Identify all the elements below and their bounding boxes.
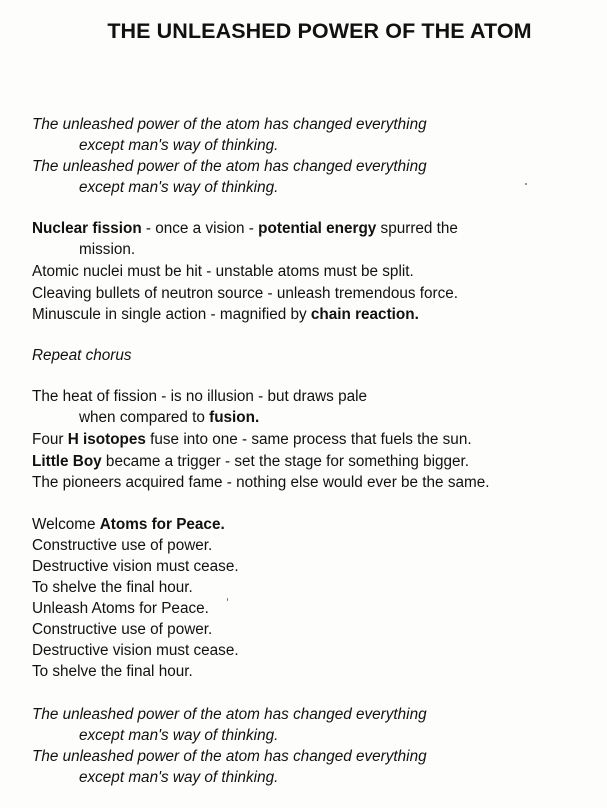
- bold-term: chain reaction.: [310, 306, 419, 323]
- verse-line: when compared to fusion.: [79, 409, 260, 426]
- bridge-line: Destructive vision must cease.: [32, 642, 239, 659]
- verse-line: Four H isotopes fuse into one - same process that fuels the sun.: [32, 431, 472, 448]
- bridge-line: Constructive use of power.: [32, 621, 213, 638]
- bold-term: Atoms for Peace.: [99, 516, 225, 533]
- page-title: THE UNLEASHED POWER OF THE ATOM: [107, 19, 532, 43]
- chorus-line: The unleashed power of the atom has changed everything: [32, 706, 427, 723]
- chorus-line: The unleashed power of the atom has changed everything: [32, 158, 427, 175]
- chorus-line: The unleashed power of the atom has changed everything: [32, 116, 427, 133]
- verse-line: mission.: [79, 241, 136, 258]
- verse-line: Atomic nuclei must be hit - unstable atoms must be split.: [32, 263, 414, 280]
- bold-term: Nuclear fission: [32, 220, 142, 237]
- scan-speck: [525, 183, 527, 185]
- chorus-line: The unleashed power of the atom has changed everything: [32, 748, 427, 765]
- verse-line: Cleaving bullets of neutron source - unleash tremendous force.: [32, 285, 459, 302]
- verse-line: The pioneers acquired fame - nothing else would ever be the same.: [32, 474, 490, 491]
- bold-term: Little Boy: [32, 453, 102, 470]
- bold-term: potential energy: [258, 220, 377, 237]
- verse-line: The heat of fission - is no illusion - but draws pale: [32, 388, 368, 405]
- verse-line: Nuclear fission - once a vision - potential energy spurred the: [32, 220, 458, 237]
- verse-line: Minuscule in single action - magnified by chain reaction.: [32, 306, 419, 323]
- bridge-line: To shelve the final hour.: [32, 663, 193, 680]
- bold-term: H isotopes: [67, 431, 146, 448]
- bold-term: fusion.: [209, 409, 260, 426]
- chorus-line: except man's way of thinking.: [79, 137, 279, 154]
- chorus-line: except man's way of thinking.: [79, 727, 279, 744]
- bridge-line: To shelve the final hour.: [32, 579, 193, 596]
- bridge-line: Constructive use of power.: [32, 537, 213, 554]
- bridge-line: Welcome Atoms for Peace.: [32, 516, 225, 533]
- chorus-line: except man's way of thinking.: [79, 769, 279, 786]
- chorus-line: except man's way of thinking.: [79, 179, 279, 196]
- bridge-line: Destructive vision must cease.: [32, 558, 239, 575]
- scan-speck: [227, 598, 228, 601]
- bridge-line: Unleash Atoms for Peace.: [32, 600, 209, 617]
- verse-line: Little Boy became a trigger - set the stage for something bigger.: [32, 453, 470, 470]
- repeat-chorus-note: Repeat chorus: [32, 347, 132, 364]
